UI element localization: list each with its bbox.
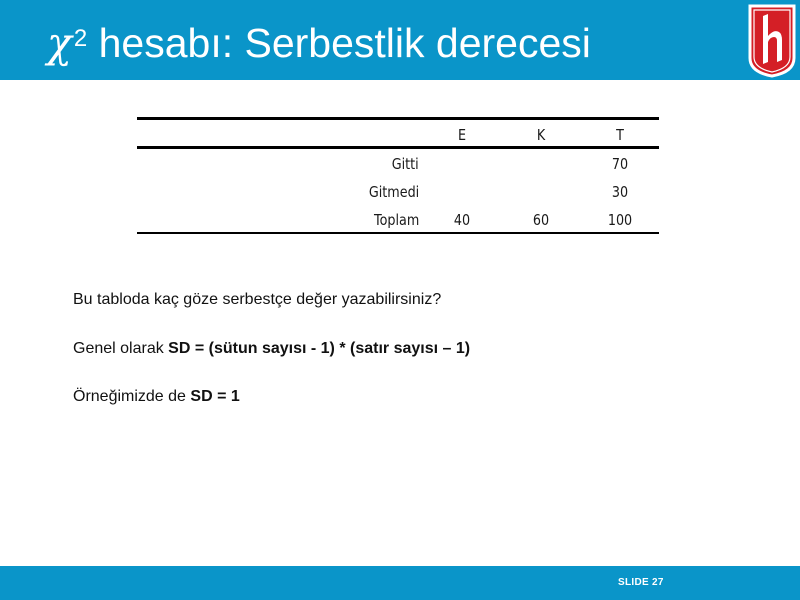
general-rule-prefix: Genel olarak: [73, 340, 169, 357]
question-text: Bu tabloda kaç göze serbestçe değer yazabilirsiniz?: [73, 291, 442, 308]
example-text: [73, 388, 240, 406]
table-rule-header: [137, 146, 659, 149]
example-formula: SD = 1: [190, 388, 240, 405]
row-label-gitti: Gitti: [392, 155, 419, 173]
title-text: hesabı: Serbestlik derecesi: [98, 20, 591, 66]
row-label-gitmedi: Gitmedi: [368, 183, 419, 201]
slide-footer: [0, 566, 800, 600]
slide-title: [47, 18, 591, 68]
title-superscript: 2: [73, 25, 88, 52]
row-label-toplam: Toplam: [373, 211, 419, 229]
table-rule-top: [137, 117, 659, 120]
general-rule-formula: SD = (sütun sayısı - 1) * (satır sayısı – 1): [168, 340, 471, 357]
example-prefix: Örneğimizde de: [73, 388, 191, 405]
slide-number: SLIDE 27: [618, 577, 664, 588]
university-logo-icon: [746, 2, 798, 78]
table-rule-bottom: [137, 232, 659, 234]
contingency-table: E K T Gitti 70 Gitmedi 30 Toplam 40 60 100: [137, 117, 659, 235]
general-rule-text: [73, 340, 470, 358]
chi-symbol: χ: [47, 19, 72, 67]
